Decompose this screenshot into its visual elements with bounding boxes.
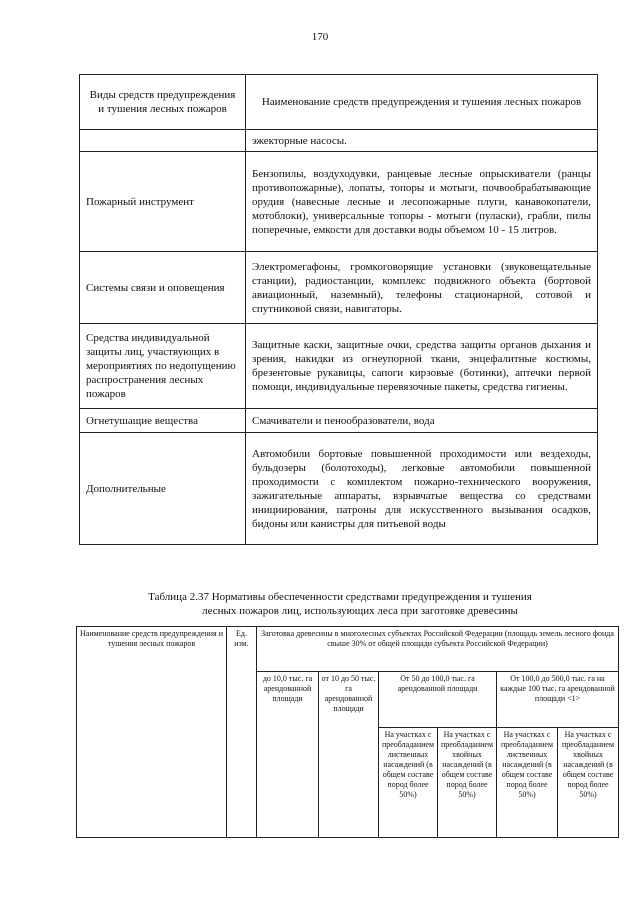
table-caption — [60, 590, 620, 618]
table-row — [80, 324, 598, 409]
table-header-row — [80, 75, 598, 130]
row-type: Огнетушащие вещества — [80, 409, 246, 433]
row-items: Электромегафоны, громкоговорящие установки (звуковещательные станции), радиостанции, комплекс подвижного объекта (бортовой авиационный, наземный), телефоны стационарной, сотовой и спутниковой связи, навигаторы. — [246, 252, 598, 324]
table-row — [80, 252, 598, 324]
header-up-to-10: до 10,0 тыс. га арендованной площади — [257, 672, 319, 838]
header-types: Виды средств предупреждения и тушения лесных пожаров — [80, 75, 246, 130]
subheader-coniferous-1: На участках с преобладанием хвойных насаждений (в общем составе пород более 50%) — [438, 728, 497, 838]
row-type: Пожарный инструмент — [80, 152, 246, 252]
header-names: Наименование средств предупреждения и тушения лесных пожаров — [246, 75, 598, 130]
table-row — [80, 409, 598, 433]
header-50-to-100: От 50 до 100,0 тыс. га арендованной площади — [379, 672, 497, 728]
row-type: Дополнительные — [80, 433, 246, 545]
header-harvest-group: Заготовка древесины в многолесных субъектах Российской Федерации (площадь земель лесного фонда свыше 30% от общей площади субъекта Российской Федерации) — [257, 627, 619, 672]
caption-line-1: Таблица 2.37 Нормативы обеспеченности средствами предупреждения и тушения — [148, 591, 532, 603]
table-row — [80, 433, 598, 545]
row-type: Средства индивидуальной защиты лиц, участвующих в мероприятиях по недопущению распространения лесных пожаров — [80, 324, 246, 409]
subheader-deciduous-2: На участках с преобладанием лиственных насаждений (в общем составе пород более 50%) — [497, 728, 558, 838]
row-type — [80, 130, 246, 152]
caption-line-2: лесных пожаров лиц, использующих леса при заготовке древесины — [202, 605, 518, 617]
norms-table — [76, 626, 619, 838]
page-number: 170 — [311, 31, 329, 43]
header-10-to-50: от 10 до 50 тыс. га арендованной площади — [319, 672, 379, 838]
subheader-coniferous-2: На участках с преобладанием хвойных насаждений (в общем составе пород более 50%) — [558, 728, 619, 838]
table-row — [80, 152, 598, 252]
row-items: Бензопилы, воздуходувки, ранцевые лесные опрыскиватели (ранцы противопожарные), лопаты, топоры и мотыги, почвообрабатывающие орудия (навесные лесные и лесопожарные плуги, канавокопатели, мотоблоки), универсальные топоры - мотыги (пуласки), грабли, пилы поперечные, емкости для доставки воды объемом 10 - 15 литров. — [246, 152, 598, 252]
row-items: Автомобили бортовые повышенной проходимости или вездеходы, бульдозеры (болотоходы), легковые автомобили повышенной проходимости с комплектом пожарно-технического вооружения, зажигательные аппараты, взрывчатые вещества со средствами инициирования, патроны для искусственного вызывания осадков, бидоны или канистры для питьевой воды — [246, 433, 598, 545]
header-means-name: Наименование средств предупреждения и тушения лесных пожаров — [77, 627, 227, 838]
row-items: эжекторные насосы. — [246, 130, 598, 152]
forest-fire-means-table — [79, 74, 598, 545]
table-row — [80, 130, 598, 152]
row-items: Защитные каски, защитные очки, средства защиты органов дыхания и зрения, накидки из огнеупорной ткани, энцефалитные костюмы, брезентовые рукавицы, сапоги кирзовые (ботинки), аптечки первой помощи, индивидуальные перевязочные пакеты, средства гигиены. — [246, 324, 598, 409]
row-type: Системы связи и оповещения — [80, 252, 246, 324]
header-100-to-500: От 100,0 до 500,0 тыс. га на каждые 100 тыс. га арендованной площади <1> — [497, 672, 619, 728]
subheader-deciduous-1: На участках с преобладанием лиственных насаждений (в общем составе пород более 50%) — [379, 728, 438, 838]
row-items: Смачиватели и пенообразователи, вода — [246, 409, 598, 433]
header-unit: Ед. изм. — [227, 627, 257, 838]
